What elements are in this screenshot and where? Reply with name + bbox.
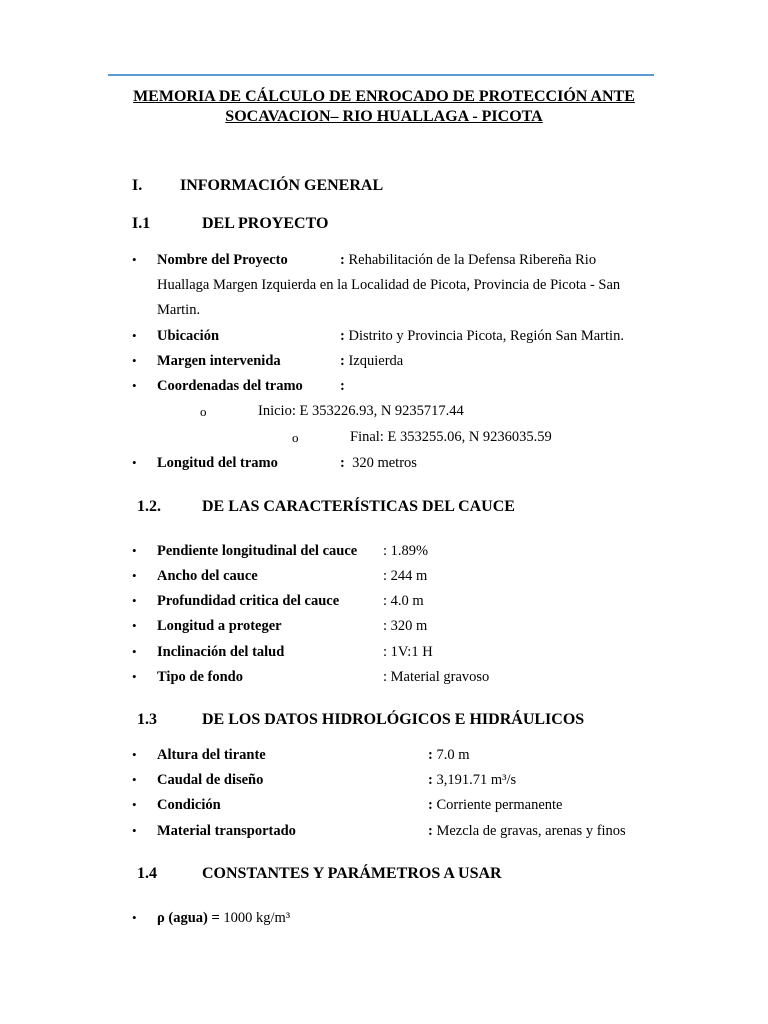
section-1-2-number: 1.2. — [137, 498, 161, 515]
cauce-value-longitud: : 320 m — [383, 618, 428, 634]
hidro-label-material: Material transportado — [157, 823, 296, 839]
ubicacion-label: Ubicación — [157, 328, 220, 344]
hidro-label-tirante: Altura del tirante — [157, 747, 266, 763]
hidro-label-caudal: Caudal de diseño — [157, 772, 264, 788]
cauce-label-pendiente: Pendiente longitudinal del cauce — [157, 543, 358, 559]
document-title-line2: SOCAVACION– RIO HUALLAGA - PICOTA — [225, 108, 543, 125]
bullet: • — [132, 252, 137, 267]
longitud-sep: : — [340, 455, 345, 471]
hidro-label-condicion: Condición — [157, 797, 221, 813]
section-1-1-title: DEL PROYECTO — [202, 215, 329, 232]
hidro-value-material: Mezcla de gravas, arenas y finos — [436, 823, 626, 839]
hidro-sep: : — [428, 797, 433, 813]
cauce-label-inclinacion: Inclinación del talud — [157, 644, 285, 660]
section-1-2-title: DE LAS CARACTERÍSTICAS DEL CAUCE — [202, 498, 515, 515]
header-rule — [108, 74, 654, 76]
cauce-label-tipo-fondo: Tipo de fondo — [157, 669, 243, 685]
cauce-value-inclinacion: : 1V:1 H — [383, 644, 433, 660]
margen-sep: : — [340, 353, 345, 369]
bullet: • — [132, 910, 137, 925]
bullet: • — [132, 378, 137, 393]
margen-label: Margen intervenida — [157, 353, 281, 369]
cauce-label-profundidad: Profundidad critica del cauce — [157, 593, 340, 609]
coordenadas-label: Coordenadas del tramo — [157, 378, 303, 394]
cauce-value-tipo-fondo: : Material gravoso — [383, 669, 490, 685]
bullet: • — [132, 644, 137, 659]
bullet: • — [132, 353, 137, 368]
bullet: • — [132, 593, 137, 608]
cauce-value-pendiente: : 1.89% — [383, 543, 429, 559]
ubicacion-value: Distrito y Provincia Picota, Región San Martin. — [348, 328, 624, 344]
section-1-4-number: 1.4 — [137, 865, 157, 882]
section-1-title: INFORMACIÓN GENERAL — [180, 177, 384, 194]
section-1-number: I. — [132, 177, 143, 194]
coordenadas-final: Final: E 353255.06, N 9236035.59 — [350, 429, 552, 445]
rho-label: ρ (agua) = — [157, 910, 220, 926]
cauce-value-profundidad: : 4.0 m — [383, 593, 424, 609]
longitud-value: 320 metros — [352, 455, 417, 471]
bullet: • — [132, 568, 137, 583]
document-title-line1: MEMORIA DE CÁLCULO DE ENROCADO DE PROTECCIÓN ANTE — [133, 88, 635, 105]
hidro-value-tirante: 7.0 m — [436, 747, 470, 763]
section-1-3-title: DE LOS DATOS HIDROLÓGICOS E HIDRÁULICOS — [202, 711, 585, 728]
longitud-label: Longitud del tramo — [157, 455, 278, 471]
nombre-value-line1: Rehabilitación de la Defensa Ribereña Rio — [348, 252, 597, 268]
coordenadas-inicio: Inicio: E 353226.93, N 9235717.44 — [258, 403, 464, 419]
margen-value: Izquierda — [348, 353, 404, 369]
bullet: • — [132, 543, 137, 558]
bullet: • — [132, 823, 137, 838]
nombre-label: Nombre del Proyecto — [157, 252, 288, 268]
hidro-sep: : — [428, 823, 433, 839]
bullet: • — [132, 618, 137, 633]
bullet: • — [132, 747, 137, 762]
hidro-value-caudal: 3,191.71 m³/s — [436, 772, 517, 788]
section-1-3-number: 1.3 — [137, 711, 157, 728]
nombre-sep: : — [340, 252, 345, 268]
sub-bullet: o — [200, 404, 207, 419]
sub-bullet: o — [292, 430, 299, 445]
hidro-sep: : — [428, 747, 433, 763]
cauce-label-ancho: Ancho del cauce — [157, 568, 258, 584]
nombre-value-line3: Martin. — [157, 302, 201, 318]
bullet: • — [132, 772, 137, 787]
hidro-value-condicion: Corriente permanente — [436, 797, 563, 813]
hidro-sep: : — [428, 772, 433, 788]
section-1-1-number: I.1 — [132, 215, 151, 232]
bullet: • — [132, 328, 137, 343]
nombre-value-line2: Huallaga Margen Izquierda en la Localidad de Picota, Provincia de Picota - San — [157, 277, 621, 293]
cauce-value-ancho: : 244 m — [383, 568, 428, 584]
cauce-label-longitud: Longitud a proteger — [157, 618, 282, 634]
bullet: • — [132, 797, 137, 812]
coordenadas-sep: : — [340, 378, 345, 394]
section-1-4-title: CONSTANTES Y PARÁMETROS A USAR — [202, 865, 502, 882]
ubicacion-sep: : — [340, 328, 345, 344]
bullet: • — [132, 455, 137, 470]
bullet: • — [132, 669, 137, 684]
rho-value: 1000 kg/m³ — [223, 910, 291, 926]
